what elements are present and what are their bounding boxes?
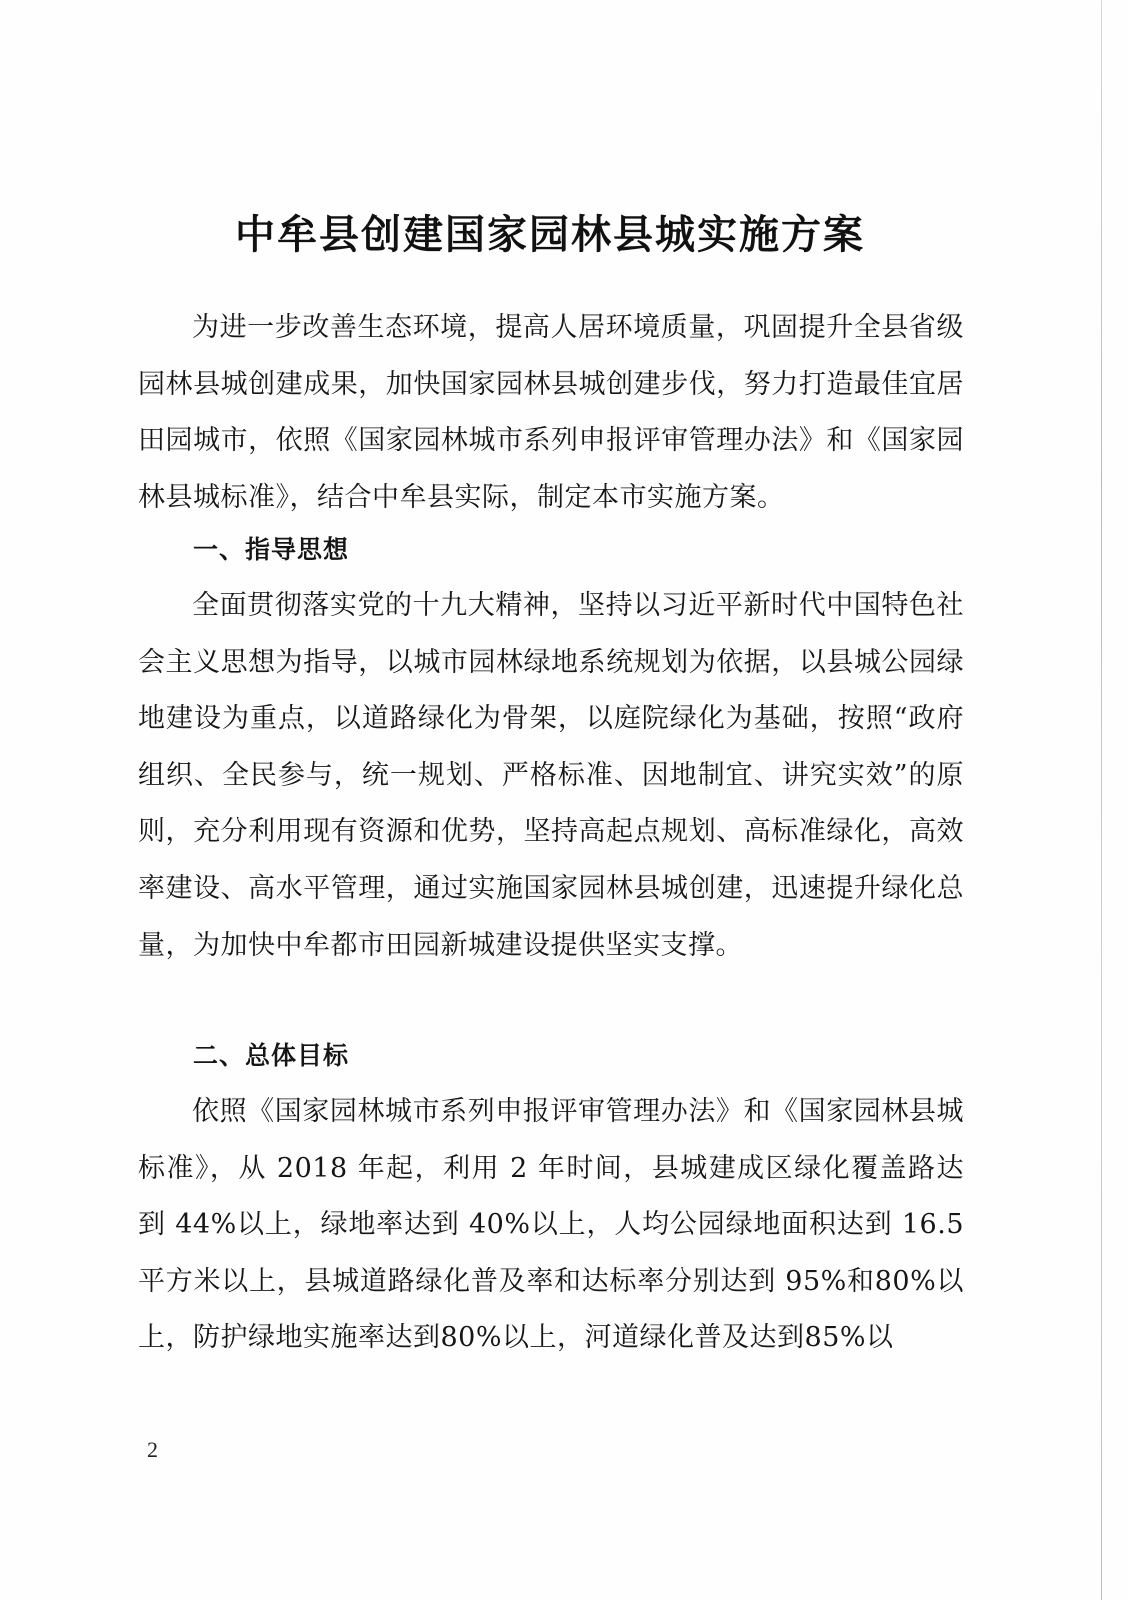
scan-edge-line: [1101, 0, 1102, 1600]
section-heading-overall-goals: 二、总体目标: [193, 1041, 350, 1070]
section-paragraph-guiding-ideology: 全面贯彻落实党的十九大精神，坚持以习近平新时代中国特色社会主义思想为指导，以城市园林绿地系统规划为依据，以县城公园绿地建设为重点，以道路绿化为骨架，以庭院绿化为基础，按照“政府组织、全民参与，统一规划、严格标准、因地制宜、讲究实效”的原则，充分利用现有资源和优势，坚持高起点规划、高标准绿化，高效率建设、高水平管理，通过实施国家园林县城创建，迅速提升绿化总量，为加快中牟都市田园新城建设提供坚实支撑。: [138, 590, 964, 961]
section-paragraph-overall-goals: 依照《国家园林城市系列申报评审管理办法》和《国家园林县城标准》，从 2018 年起，利用 2 年时间，县城建成区绿化覆盖路达到 44%以上，绿地率达到 40%以上，人均公园绿地面积达到 16.5 平方米以上，县城道路绿化普及率和达标率分别达到 95%和80%以上，防护绿地实施率达到80%以上，河道绿化普及达到85%以: [138, 1096, 964, 1354]
page-number: 2: [147, 1437, 158, 1462]
section-heading-guiding-ideology: 一、指导思想: [193, 535, 350, 564]
document-title: 中牟县创建国家园林县城实施方案: [235, 211, 865, 258]
intro-paragraph: 为进一步改善生态环境，提高人居环境质量，巩固提升全县省级园林县城创建成果，加快国家园林县城创建步伐，努力打造最佳宜居田园城市，依照《国家园林城市系列申报评审管理办法》和《国家园林县城标准》，结合中牟县实际，制定本市实施方案。: [138, 312, 964, 513]
